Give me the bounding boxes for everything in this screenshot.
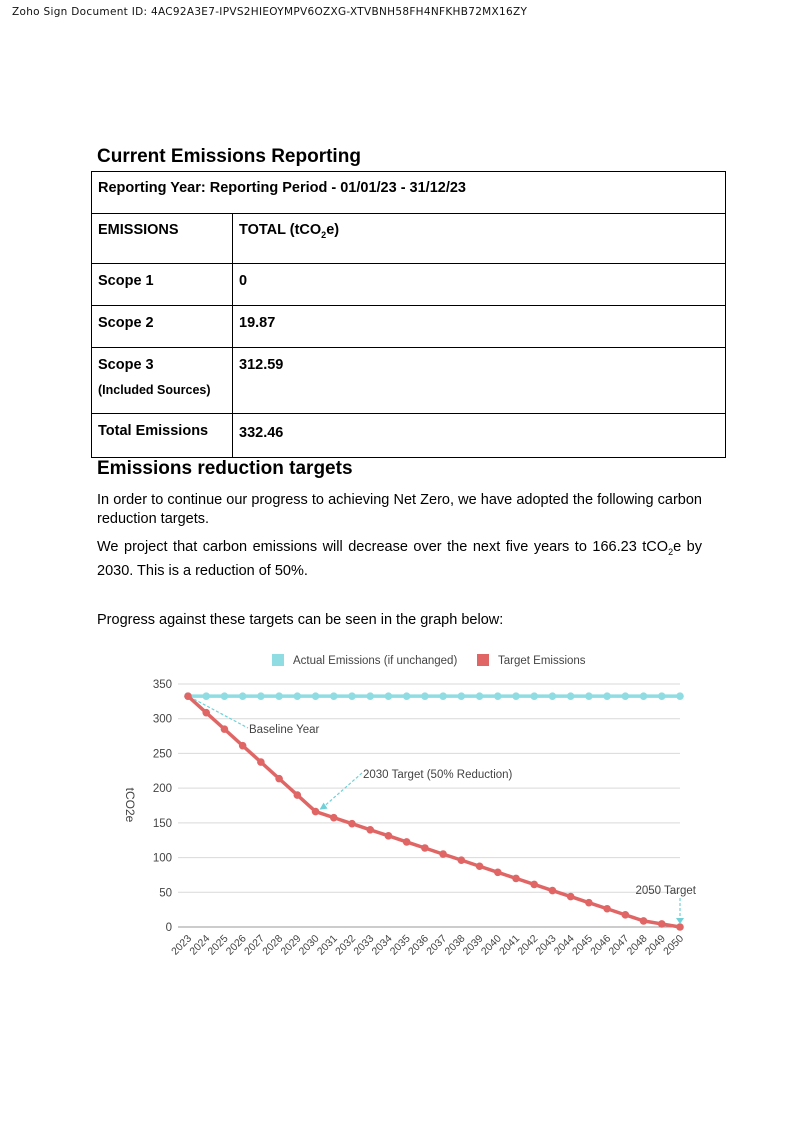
table-row [92,264,726,306]
data-point [458,692,466,700]
table-header-row [92,214,726,264]
annotation-label: 2030 Target (50% Reduction) [363,769,513,781]
section-title-current-emissions: Current Emissions Reporting [97,146,361,167]
x-tick-label: 2032 [333,932,359,958]
data-point [421,692,429,700]
data-point [184,692,192,700]
legend-label: Actual Emissions (if unchanged) [293,655,458,667]
data-point [221,725,229,733]
x-tick-label: 2026 [223,932,249,958]
x-tick-label: 2037 [424,932,450,958]
data-point [640,692,648,700]
row-label: Scope 3 [98,357,154,373]
x-tick-label: 2046 [588,932,614,958]
emissions-chart [110,640,710,980]
data-point [202,692,210,700]
x-tick-label: 2028 [260,932,286,958]
row-sublabel: (Included Sources) [98,383,211,397]
data-point [549,887,557,895]
data-point [603,692,611,700]
legend-swatch [272,654,284,666]
data-point [494,868,502,876]
row-label: Scope 2 [92,306,233,348]
data-point [275,692,283,700]
x-tick-label: 2047 [606,932,632,958]
x-tick-label: 2031 [314,932,340,958]
data-point [512,692,520,700]
data-point [202,709,210,717]
row-label: Scope 1 [92,264,233,306]
data-point [366,826,374,834]
data-point [312,808,320,816]
data-point [239,692,247,700]
x-tick-label: 2048 [624,932,650,958]
x-tick-label: 2043 [533,932,559,958]
total-header-sub: 2 [321,229,327,240]
x-tick-label: 2033 [351,932,377,958]
x-tick-label: 2039 [460,932,486,958]
data-point [549,692,557,700]
data-point [658,920,666,928]
total-header-text: TOTAL (tCO [239,222,322,238]
y-tick-label: 250 [152,748,172,761]
data-point [221,692,229,700]
annotation-label: Baseline Year [249,724,320,736]
data-point [530,881,538,889]
y-axis-label: tCO2e [123,787,137,823]
paragraph-projection [97,538,702,581]
data-point [585,692,593,700]
data-point [567,692,575,700]
data-point [239,742,247,750]
data-point [403,838,411,846]
x-tick-label: 2024 [187,932,213,958]
x-tick-label: 2044 [551,932,577,958]
data-point [640,917,648,925]
data-point [330,692,338,700]
paragraph-graph-intro: Progress against these targets can be seen in the graph below: [97,612,504,628]
x-tick-label: 2050 [661,932,687,958]
data-point [676,923,684,931]
y-tick-label: 300 [152,713,172,726]
reporting-period: Reporting Year: Reporting Period - 01/01/23 - 31/12/23 [92,172,726,214]
data-point [494,692,502,700]
data-point [385,832,393,840]
emissions-header: EMISSIONS [92,214,233,264]
data-point [676,692,684,700]
y-tick-label: 100 [152,852,172,865]
data-point [348,692,356,700]
data-point [476,692,484,700]
y-tick-label: 0 [165,922,172,934]
total-header [233,214,726,264]
data-point [348,820,356,828]
y-tick-label: 350 [152,679,172,691]
x-tick-label: 2038 [442,932,468,958]
table-row [92,414,726,458]
data-point [622,911,630,919]
x-tick-label: 2042 [515,932,541,958]
data-point [658,692,666,700]
data-point [458,856,466,864]
x-tick-label: 2025 [205,932,231,958]
table-period-row [92,172,726,214]
x-tick-label: 2034 [369,932,395,958]
data-point [439,850,447,858]
row-label-cell [92,348,233,414]
chart-grid [178,684,680,927]
data-point [275,775,283,783]
projection-sub: 2 [668,546,674,557]
x-tick-label: 2030 [296,932,322,958]
x-tick-label: 2036 [406,932,432,958]
projection-suffix: e by 2030. This is a reduction of 50%. [97,539,702,579]
legend-swatch [477,654,489,666]
row-value: 332.46 [233,414,726,458]
document-id: Zoho Sign Document ID: 4AC92A3E7-IPVS2HIEOYMPV6OZXG-XTVBNH58FH4NFKHB72MX16ZY [12,6,528,18]
annotation-arrow [322,773,362,809]
x-tick-label: 2041 [497,932,523,958]
x-tick-label: 2040 [478,932,504,958]
data-point [603,905,611,913]
x-tick-label: 2045 [570,932,596,958]
data-point [421,844,429,852]
data-point [312,692,320,700]
x-tick-label: 2049 [642,932,668,958]
table-row [92,306,726,348]
row-value: 0 [233,264,726,306]
total-header-suffix: e) [326,222,340,238]
data-point [530,692,538,700]
y-tick-label: 50 [159,887,172,900]
x-tick-label: 2023 [169,932,195,958]
section-title-reduction-targets: Emissions reduction targets [97,458,353,479]
row-value: 19.87 [233,306,726,348]
data-point [294,692,302,700]
data-point [585,899,593,907]
x-tick-label: 2035 [387,932,413,958]
row-value: 312.59 [233,348,726,414]
data-point [385,692,393,700]
y-axis-ticks [153,679,172,934]
data-point [294,791,302,799]
data-point [476,862,484,870]
annotation-label: 2050 Target [635,885,696,897]
data-point [439,692,447,700]
data-point [366,692,374,700]
emissions-table [91,171,726,458]
data-point [403,692,411,700]
x-tick-label: 2027 [242,932,268,958]
legend-label: Target Emissions [498,655,586,667]
x-tick-label: 2029 [278,932,304,958]
projection-text: We project that carbon emissions will decrease over the next five years to 166.23 tCO [97,539,669,555]
data-point [512,875,520,883]
data-point [257,692,265,700]
paragraph-intro: In order to continue our progress to achieving Net Zero, we have adopted the following carbon reduction targets. [97,492,702,527]
y-tick-label: 150 [152,817,172,830]
chart-annotations [194,699,697,924]
y-tick-label: 200 [152,783,172,796]
data-point [257,758,265,766]
data-point [330,814,338,822]
data-point [622,692,630,700]
row-label: Total Emissions [92,414,233,458]
x-axis-ticks [169,933,686,958]
annotation-arrowhead [676,918,684,924]
data-point [567,893,575,901]
chart-legend [272,654,586,667]
table-row [92,348,726,414]
